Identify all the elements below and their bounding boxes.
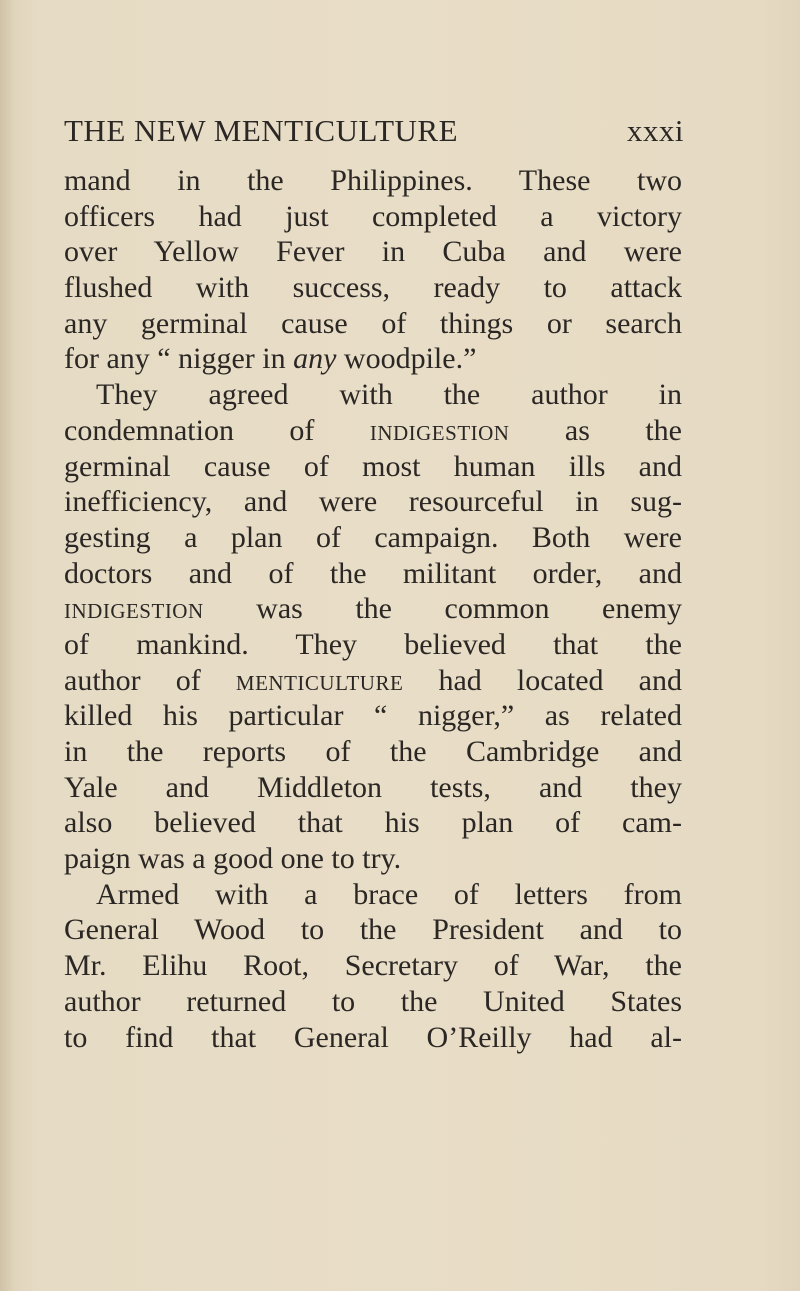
small-caps-term: menticulture bbox=[235, 663, 404, 697]
text-line: mand in the Philippines. These two bbox=[64, 164, 682, 197]
body-text bbox=[64, 163, 682, 1055]
text-line: paign was a good one to try. bbox=[64, 842, 402, 876]
small-caps-term: indigestion bbox=[369, 413, 510, 447]
text-line: author returned to the United States bbox=[64, 984, 682, 1018]
text-line: flushed with success, ready to attack bbox=[64, 271, 682, 305]
text-line: They agreed with the author in bbox=[96, 378, 682, 412]
text-line: any germinal cause of things or search bbox=[64, 306, 682, 340]
text-line: officers had just completed a victory bbox=[64, 199, 682, 233]
page-number: xxxi bbox=[626, 113, 684, 148]
text-line: condemnation of indigestion as the bbox=[64, 413, 682, 447]
running-head-title: THE NEW MENTICULTURE bbox=[64, 113, 459, 148]
text-line: Yale and Middleton tests, and they bbox=[64, 770, 682, 804]
text-line: over Yellow Fever in Cuba and were bbox=[64, 235, 682, 269]
text-line: inefficiency, and were resourceful in sug- bbox=[64, 485, 682, 519]
text-line: in the reports of the Cambridge and bbox=[64, 735, 682, 768]
text-line: for any “ nigger in any woodpile.” bbox=[64, 342, 477, 376]
text-line: Armed with a brace of letters from bbox=[96, 877, 682, 911]
text-line: author of menticulture had located and bbox=[64, 663, 682, 697]
running-head bbox=[64, 113, 684, 149]
text-line: doctors and of the militant order, and bbox=[64, 556, 682, 590]
text-line: killed his particular “ nigger,” as related bbox=[64, 699, 682, 733]
italic-emphasis: any bbox=[293, 342, 337, 376]
text-line: Mr. Elihu Root, Secretary of War, the bbox=[64, 949, 682, 983]
text-line: also believed that his plan of cam- bbox=[64, 806, 682, 840]
text-line: indigestion was the common enemy bbox=[64, 592, 682, 626]
small-caps-term: indigestion bbox=[64, 592, 204, 626]
text-line: to find that General O’Reilly had al- bbox=[64, 1020, 682, 1054]
text-line: gesting a plan of campaign. Both were bbox=[64, 520, 682, 554]
binding-shadow bbox=[0, 0, 14, 1291]
text-line: germinal cause of most human ills and bbox=[64, 449, 682, 483]
text-line: of mankind. They believed that the bbox=[64, 627, 682, 661]
text-line: General Wood to the President and to bbox=[64, 913, 682, 947]
